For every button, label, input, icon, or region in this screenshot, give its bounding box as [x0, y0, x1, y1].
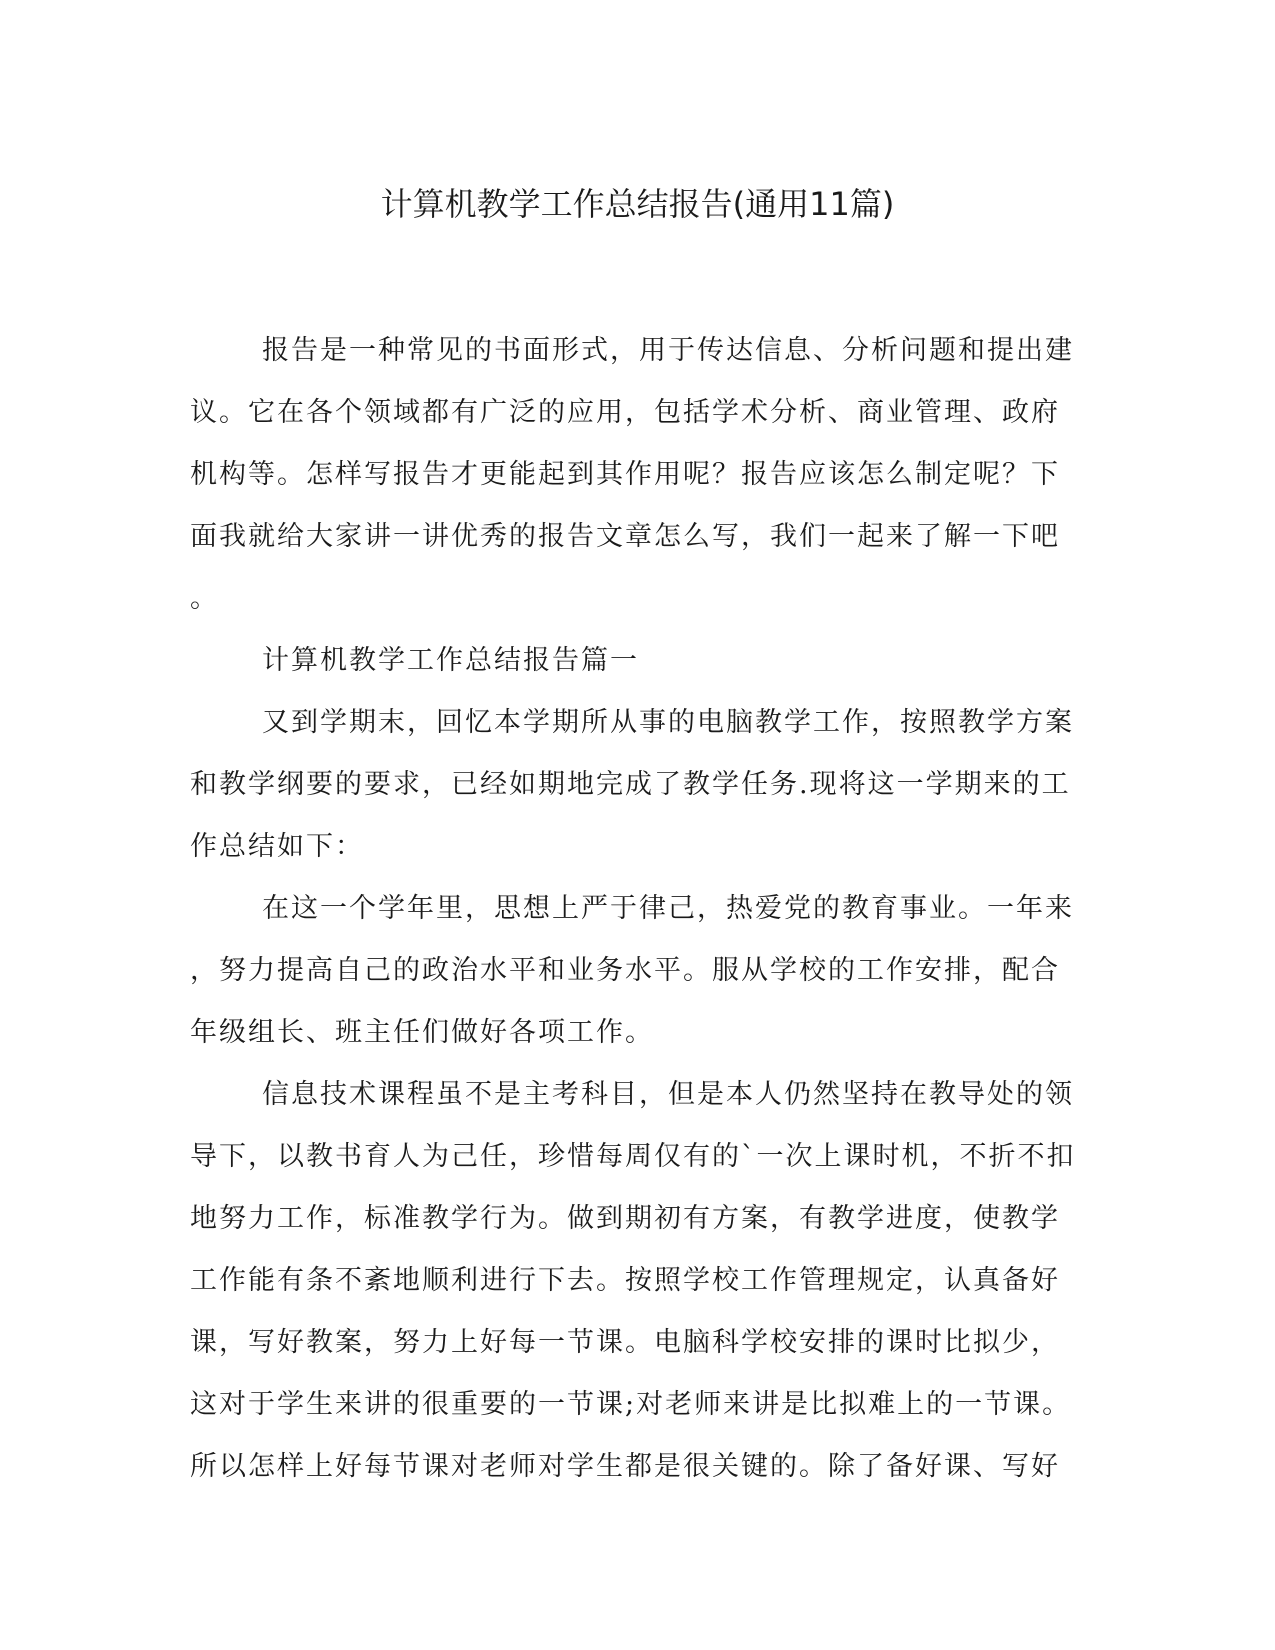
- para3-line-1: 信息技术课程虽不是主考科目，但是本人仍然坚持在教导处的领: [262, 1079, 1074, 1110]
- document-body: [190, 320, 1090, 1498]
- intro-line-1: 报告是一种常见的书面形式，用于传达信息、分析问题和提出建: [262, 335, 1074, 366]
- document-title: 计算机教学工作总结报告(通用11篇): [380, 185, 895, 223]
- intro-line-3: 机构等。怎样写报告才更能起到其作用呢？报告应该怎么制定呢？下: [190, 459, 1060, 490]
- para3-line-7: 所以怎样上好每节课对老师对学生都是很关键的。除了备好课、写好: [190, 1451, 1060, 1482]
- para3-line-5: 课，写好教案，努力上好每一节课。电脑科学校安排的课时比拟少，: [190, 1327, 1060, 1358]
- para3-line-3: 地努力工作，标准教学行为。做到期初有方案，有教学进度，使教学: [190, 1203, 1060, 1234]
- para1-line-1: 又到学期末，回忆本学期所从事的电脑教学工作，按照教学方案: [262, 707, 1074, 738]
- para1-line-3: 作总结如下：: [190, 831, 364, 862]
- intro-line-4: 面我就给大家讲一讲优秀的报告文章怎么写，我们一起来了解一下吧: [190, 521, 1060, 552]
- para2-line-1: 在这一个学年里，思想上严于律己，热爱党的教育事业。一年来: [262, 893, 1074, 924]
- para2-line-3: 年级组长、班主任们做好各项工作。: [190, 1017, 654, 1048]
- para1-line-2: 和教学纲要的要求，已经如期地完成了教学任务.现将这一学期来的工: [190, 769, 1071, 800]
- intro-line-5: 。: [190, 583, 219, 614]
- para3-line-4: 工作能有条不紊地顺利进行下去。按照学校工作管理规定，认真备好: [190, 1265, 1060, 1296]
- para3-line-2: 导下，以教书育人为己任，珍惜每周仅有的`一次上课时机，不折不扣: [190, 1141, 1076, 1172]
- para3-line-6: 这对于学生来讲的很重要的一节课;对老师来讲是比拟难上的一节课。: [190, 1389, 1072, 1420]
- intro-line-2: 议。它在各个领域都有广泛的应用，包括学术分析、商业管理、政府: [190, 397, 1060, 428]
- para2-line-2: ，努力提高自己的政治水平和业务水平。服从学校的工作安排，配合: [190, 955, 1060, 986]
- section-heading: 计算机教学工作总结报告篇一: [262, 645, 639, 676]
